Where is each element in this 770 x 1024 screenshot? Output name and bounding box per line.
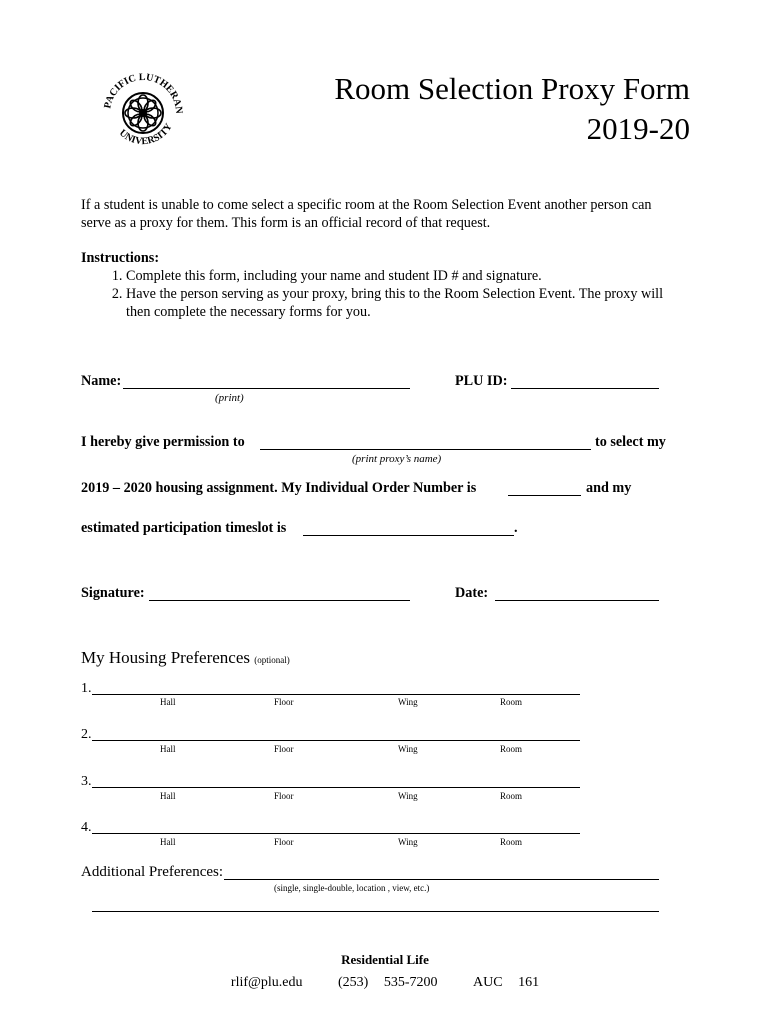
preference-field-3[interactable] bbox=[92, 787, 580, 788]
contact-info bbox=[0, 975, 770, 991]
preference-number: 3. bbox=[81, 774, 92, 789]
floor-caption: Floor bbox=[274, 791, 294, 801]
form-year: 2019-20 bbox=[586, 111, 690, 146]
permission-text: I hereby give permission to bbox=[81, 434, 245, 450]
proxy-caption: (print proxy’s name) bbox=[352, 453, 442, 465]
preference-field-4[interactable] bbox=[92, 833, 580, 834]
contact-email: rlif@plu.edu bbox=[230, 975, 303, 990]
hall-caption: Hall bbox=[160, 837, 176, 847]
preferences-optional: (optional) bbox=[254, 655, 290, 665]
room-caption: Room bbox=[500, 744, 523, 754]
intro-paragraph: If a student is unable to come select a specific room at the Room Selection Event another person can serve as a proxy for them. This form is an official record of that request. bbox=[81, 197, 652, 231]
instructions-list bbox=[81, 267, 691, 321]
instruction-item: 2. Have the person serving as your proxy, bring this to the Room Selection Event. The proxy will then complete the necessary forms for you. bbox=[126, 285, 691, 321]
hall-caption: Hall bbox=[160, 744, 176, 754]
contact-phone: (253) 535-7200 bbox=[338, 975, 438, 990]
floor-caption: Floor bbox=[274, 697, 294, 707]
timeslot-field[interactable] bbox=[303, 535, 514, 536]
permission-suffix: to select my bbox=[595, 434, 666, 450]
timeslot-period: . bbox=[514, 520, 518, 536]
wing-caption: Wing bbox=[398, 791, 418, 801]
room-caption: Room bbox=[500, 791, 523, 801]
preference-number: 4. bbox=[81, 820, 92, 835]
wing-caption: Wing bbox=[398, 837, 418, 847]
hall-caption: Hall bbox=[160, 791, 176, 801]
additional-preferences-caption: (single, single-double, location , view, etc.) bbox=[274, 883, 430, 893]
preferences-heading bbox=[81, 648, 290, 668]
proxy-name-field[interactable] bbox=[260, 449, 591, 450]
contact-office: AUC 161 bbox=[473, 975, 540, 990]
floor-caption: Floor bbox=[274, 744, 294, 754]
name-label: Name: bbox=[81, 373, 122, 389]
wing-caption: Wing bbox=[398, 697, 418, 707]
additional-preferences-label: Additional Preferences: bbox=[81, 864, 224, 880]
preference-field-2[interactable] bbox=[92, 740, 580, 741]
university-seal bbox=[100, 70, 186, 156]
floor-caption: Floor bbox=[274, 837, 294, 847]
preference-number: 1. bbox=[81, 681, 92, 696]
timeslot-text: estimated participation timeslot is bbox=[81, 520, 287, 536]
plu-id-field[interactable] bbox=[511, 388, 659, 389]
hall-caption: Hall bbox=[160, 697, 176, 707]
svg-text:UNIVERSITY: UNIVERSITY bbox=[116, 121, 175, 148]
instruction-item: 1. Complete this form, including your name and student ID # and signature. bbox=[126, 267, 691, 285]
instructions-heading: Instructions: bbox=[81, 250, 160, 266]
svg-text:PACIFIC LUTHERAN: PACIFIC LUTHERAN bbox=[102, 71, 185, 115]
signature-label: Signature: bbox=[81, 585, 145, 601]
preference-number: 2. bbox=[81, 727, 92, 742]
office-name: Residential Life bbox=[341, 952, 429, 967]
additional-preferences-field[interactable] bbox=[224, 879, 659, 880]
signature-field[interactable] bbox=[149, 600, 410, 601]
date-label: Date: bbox=[455, 585, 489, 601]
wing-caption: Wing bbox=[398, 744, 418, 754]
room-caption: Room bbox=[500, 697, 523, 707]
additional-preferences-field-2[interactable] bbox=[92, 911, 659, 912]
preferences-title: My Housing Preferences bbox=[81, 648, 251, 667]
name-field[interactable] bbox=[123, 388, 410, 389]
date-field[interactable] bbox=[495, 600, 659, 601]
room-caption: Room bbox=[500, 837, 523, 847]
preference-field-1[interactable] bbox=[92, 694, 580, 695]
form-title: Room Selection Proxy Form bbox=[334, 71, 690, 106]
plu-id-label: PLU ID: bbox=[455, 373, 508, 389]
name-caption: (print) bbox=[215, 392, 244, 404]
assignment-suffix: and my bbox=[586, 480, 632, 496]
assignment-text: 2019 – 2020 housing assignment. My Individual Order Number is bbox=[81, 480, 477, 496]
order-number-field[interactable] bbox=[508, 495, 581, 496]
